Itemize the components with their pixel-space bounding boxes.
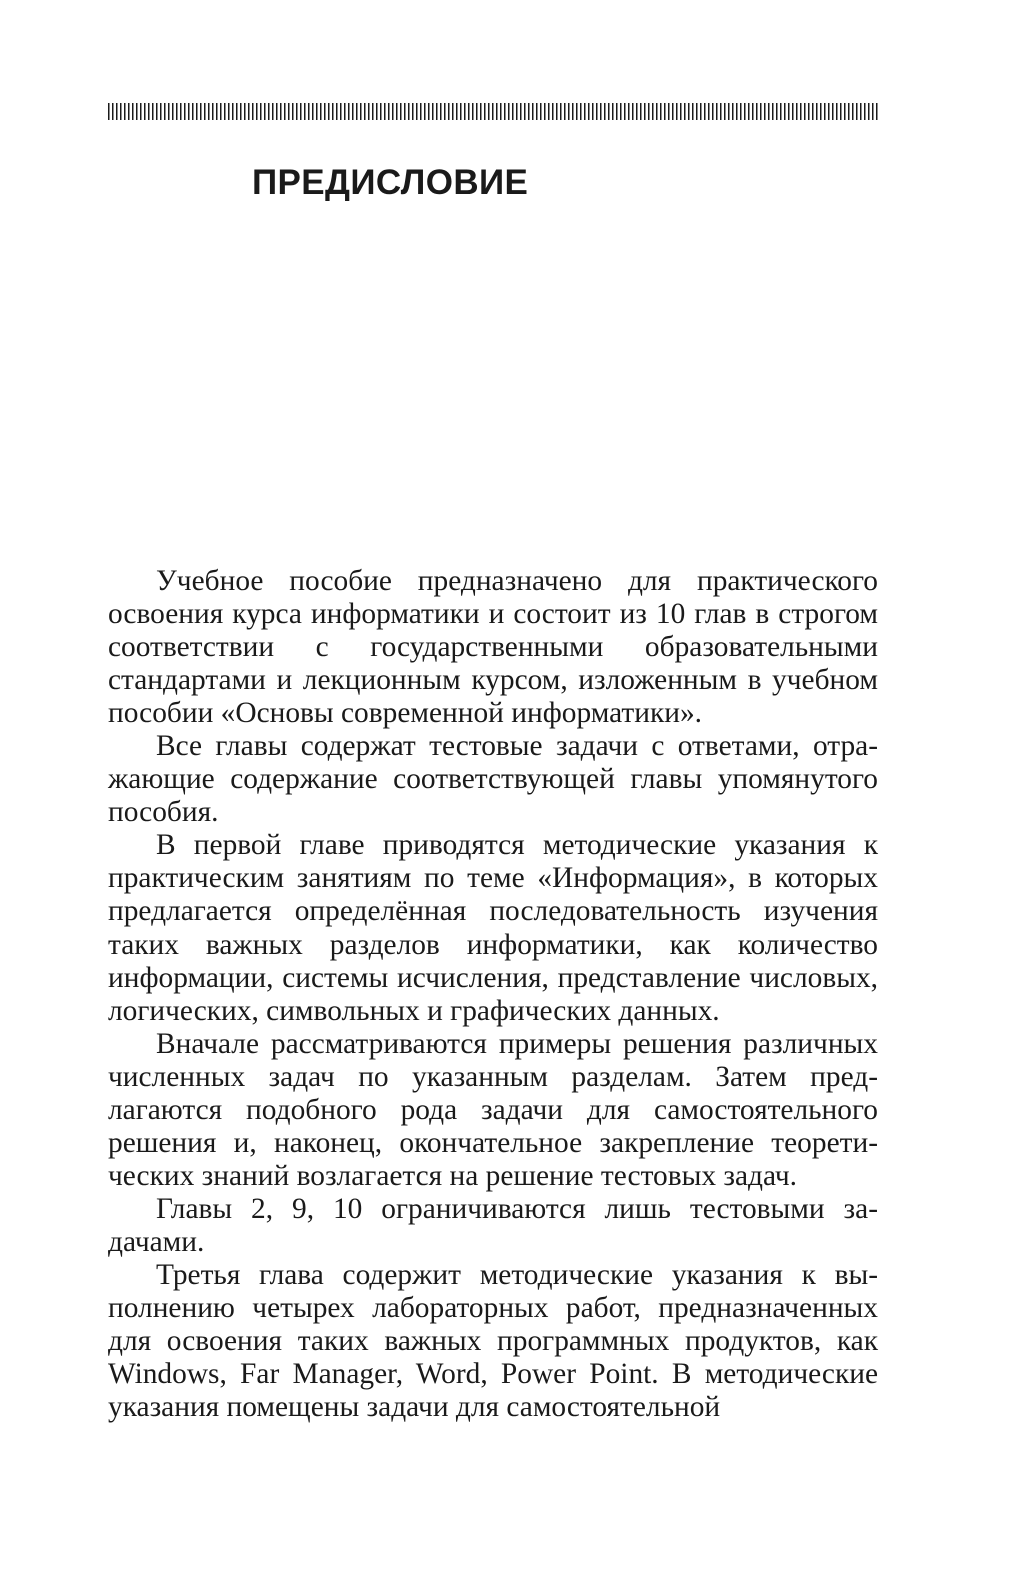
chapter-title: ПРЕДИСЛОВИЕ [252,163,529,202]
header-rule [108,103,880,120]
paragraph: Все главы содержат тестовые задачи с ответами, отражающие содержание соответствующей главы упомянутого пособия. [108,730,878,829]
paragraph: Учебное пособие предназначено для практического освоения курса информатики и состоит из 10 глав в строгом соответствии с государственными образовательными стандартами и лекционным курсом, изложенным в учебном пособии «Основы современной информатики». [108,565,878,730]
paragraph: В первой главе приводятся методические указания к практическим занятиям по теме «Информация», в которых предлагается определённая последовательность изучения таких важных разделов информатики, как количество информации, системы исчисления, представление числовых, логических, символьных и графических данных. [108,829,878,1027]
paragraph: Третья глава содержит методические указания к выполнению четырех лабораторных работ, предназначенных для освоения таких важных программных продуктов, как Windows, Far Manager, Word, Power Point. В методические указания помещены задачи для самостоятельной [108,1258,878,1424]
body-text [108,565,878,1424]
paragraph: Главы 2, 9, 10 ограничиваются лишь тестовыми задачами. [108,1192,878,1258]
paragraph: Вначале рассматриваются примеры решения различных численных задач по указанным разделам. Затем предлагаются подобного рода задачи для самостоятельного решения и, наконец, окончательное закрепление теоретических знаний возлагается на решение тестовых задач. [108,1027,878,1192]
